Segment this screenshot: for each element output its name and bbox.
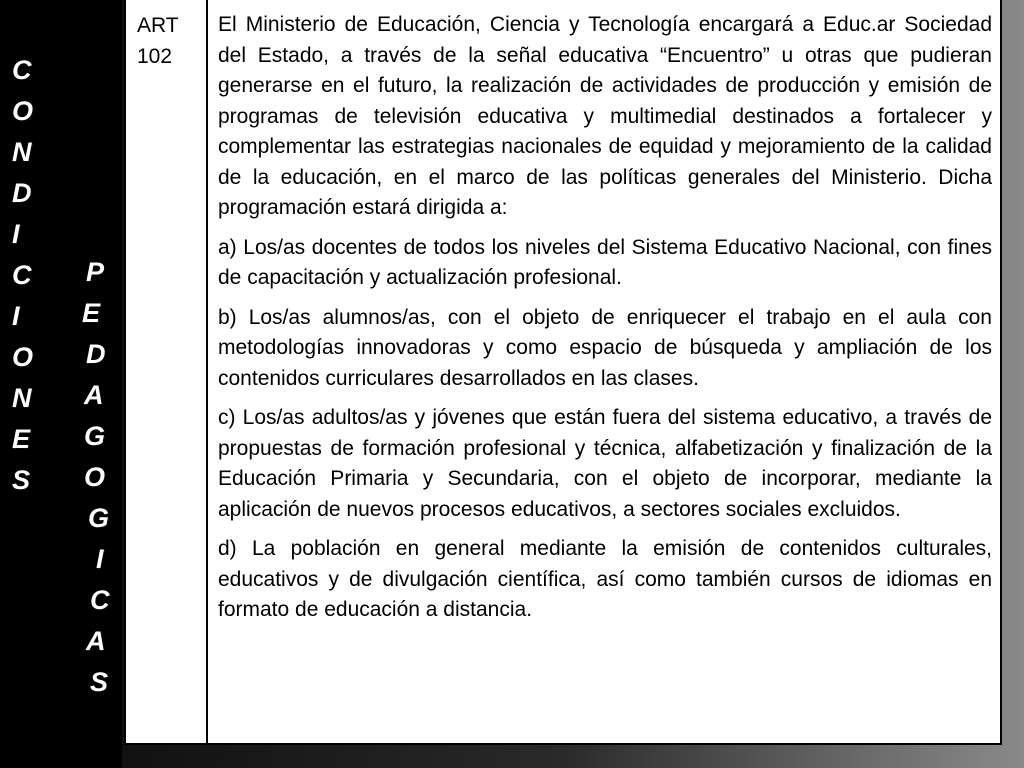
article-table (124, 0, 1002, 745)
letter: I (96, 544, 104, 574)
letter: G (88, 503, 110, 533)
letter: C (12, 260, 32, 290)
letter: N (12, 137, 32, 167)
letter: S (12, 465, 31, 495)
letter: G (84, 421, 106, 451)
article-item-a: a) Los/as docentes de todos los niveles del Sistema Educativo Nacional, con fines de capacitación y actualización profesional. (218, 235, 992, 289)
letter: S (90, 667, 109, 697)
letter: E (82, 298, 101, 328)
letter: P (86, 257, 105, 287)
letter: O (12, 96, 34, 126)
letter: D (86, 339, 106, 369)
article-text-column (208, 0, 1000, 743)
article-column (126, 0, 208, 743)
letter: C (12, 55, 32, 85)
letter: N (12, 383, 32, 413)
letter: O (84, 462, 106, 492)
article-number: 102 (137, 45, 173, 68)
letter: D (12, 178, 32, 208)
letter: I (12, 219, 20, 249)
article-label: ART (137, 14, 179, 37)
letter: A (86, 626, 106, 656)
article-item-b: b) Los/as alumnos/as, con el objeto de enriquecer el trabajo en el aula con metodologías innovadoras y como espacio de búsqueda y ampliación de los contenidos curriculares desarrollados en las clases. (218, 305, 992, 390)
article-intro-paragraph: El Ministerio de Educación, Ciencia y Tecnología encargará a Educ.ar Sociedad del Estado, a través de la señal educativa “Encuentro” u otras que pudieran generarse en el futuro, la realización de actividades de producción y emisión de programas de televisión educativa y multimedial destinados a fortalecer y complementar las estrategias nacionales de equidad y mejoramiento de la calidad de la educación, en el marco de las políticas generales del Ministerio. Dicha programación estará dirigida a: (218, 13, 992, 219)
letter: I (12, 301, 20, 331)
letter: C (90, 585, 110, 615)
article-item-c: c) Los/as adultos/as y jóvenes que están fuera del sistema educativo, a través de propuestas de formación profesional y técnica, alfabetización y finalización de la Educación Primaria y Secundaria, con el objeto de incorporar, mediante la aplicación de nuevos procesos educativos, a sectores sociales excluidos. (218, 406, 992, 521)
sidebar (0, 0, 122, 768)
article-item-d: d) La población en general mediante la emisión de contenidos culturales, educativos y de divulgación científica, así como también cursos de idiomas en formato de educación a distancia. (218, 537, 992, 621)
letter: O (12, 342, 34, 372)
letter: A (84, 380, 104, 410)
letter: E (12, 424, 31, 454)
vertical-word-pedagogicas (0, 252, 110, 703)
